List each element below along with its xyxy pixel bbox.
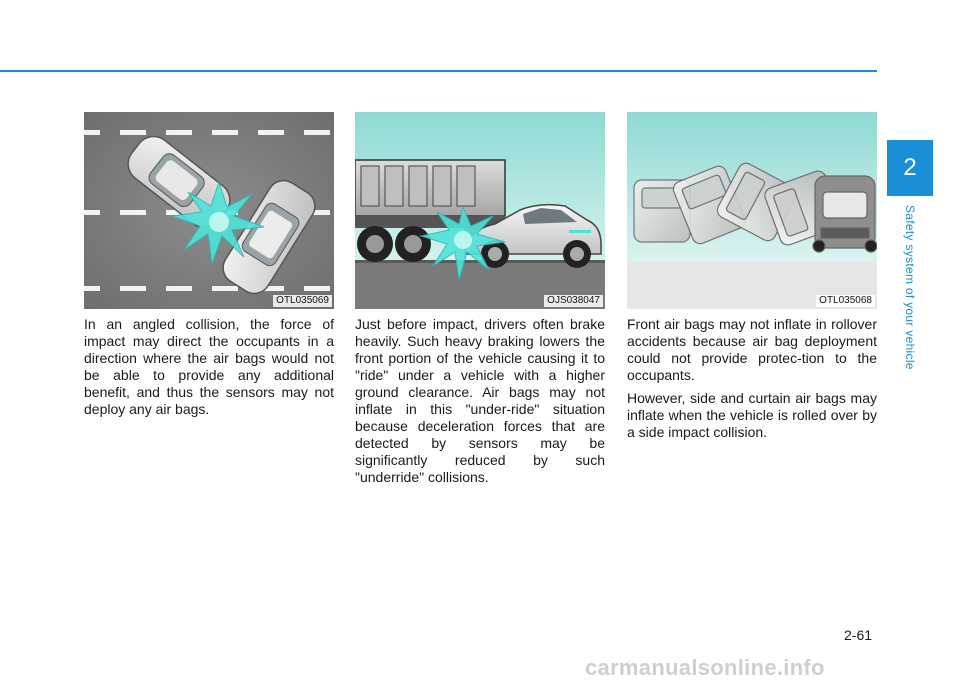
column-rollover	[627, 112, 877, 441]
figure-code: OJS038047	[544, 295, 603, 307]
body-paragraph: Front air bags may not inflate in rollover accidents because air bag deployment could not provide protec-tion to the occupants.	[627, 316, 877, 383]
watermark: carmanualsonline.info	[585, 655, 825, 680]
chapter-number: 2	[887, 140, 933, 196]
figure-code: OTL035069	[273, 295, 332, 307]
rollover-illustration	[627, 112, 877, 309]
body-paragraph: However, side and curtain air bags may inflate when the vehicle is rolled over by a side impact collision.	[627, 390, 877, 440]
chapter-title: Safety system of your vehicle	[903, 205, 917, 370]
figure-underride	[355, 112, 605, 309]
chapter-side-tab	[887, 140, 933, 405]
underride-illustration	[355, 112, 605, 309]
page-number: 2-61	[844, 627, 873, 643]
body-paragraph: Just before impact, drivers often brake heavily. Such heavy braking lowers the front portion of the vehicle causing it to "ride" under a vehicle with a higher ground clearance. Air bags may not inflate in this "under-ride" situation because deceleration forces that are detected by sensors may be significantly reduced by such "underride" collisions.	[355, 316, 605, 485]
figure-rollover	[627, 112, 877, 309]
figure-angled-collision	[84, 112, 334, 309]
header-rule	[0, 70, 877, 72]
column-underride	[355, 112, 605, 486]
figure-code: OTL035068	[816, 295, 875, 307]
angled-collision-illustration	[84, 112, 334, 309]
column-angled-collision	[84, 112, 334, 418]
body-paragraph: In an angled collision, the force of impact may direct the occupants in a direction where the air bags would not be able to provide any additional benefit, and thus the sensors may not deploy any air bags.	[84, 316, 334, 417]
